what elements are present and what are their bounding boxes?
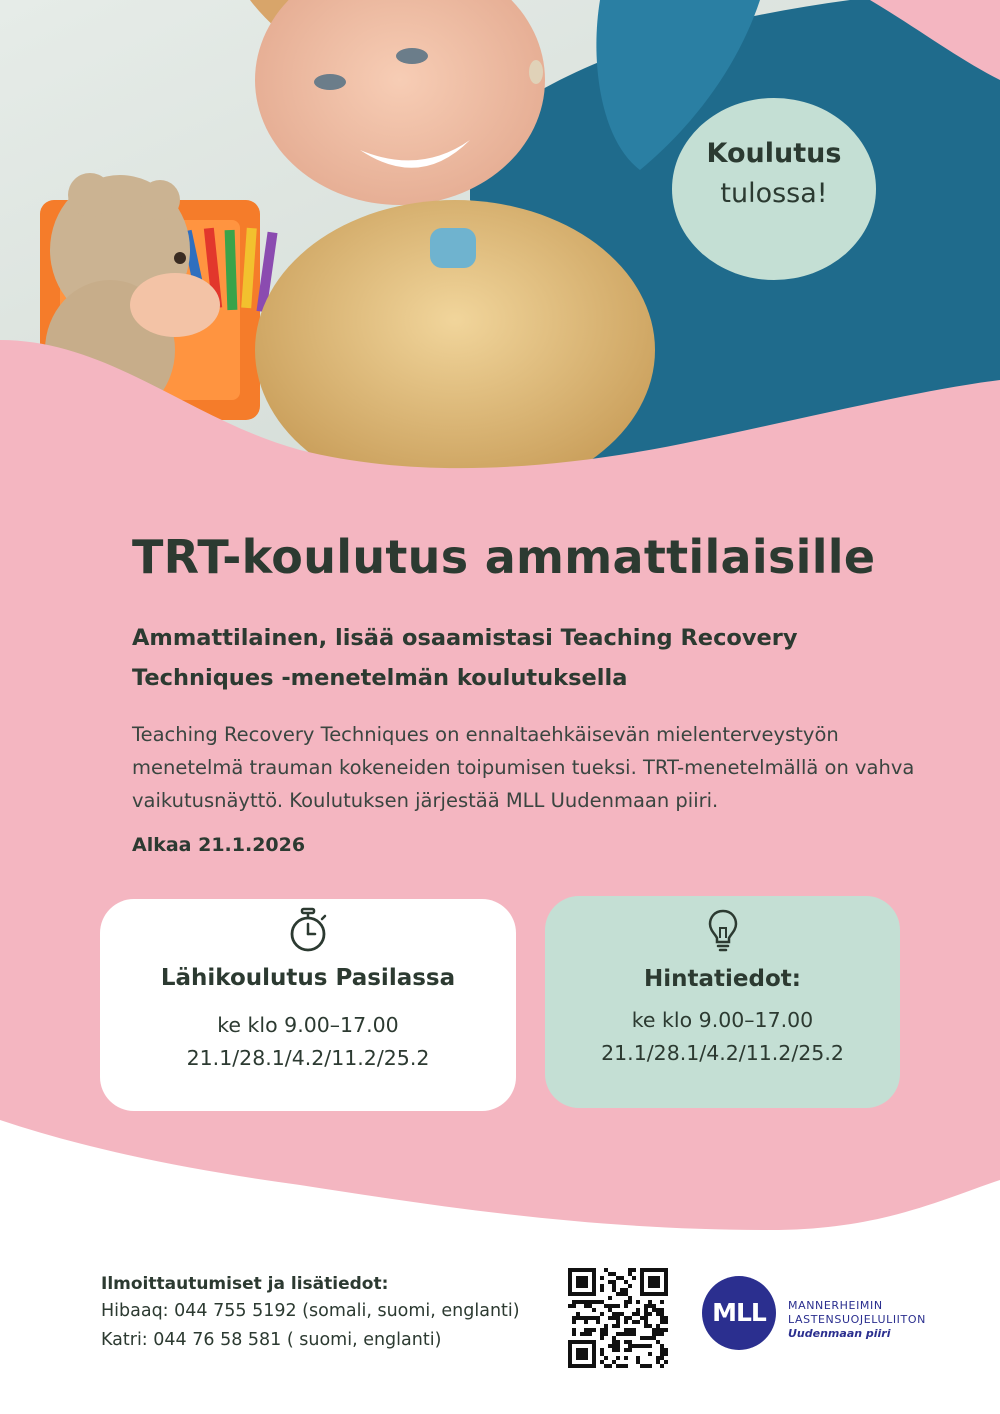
logo-line-3: Uudenmaan piiri (788, 1327, 891, 1340)
description: Teaching Recovery Techniques on ennaltaehkäisevän mielenterveystyön menetelmä trauman kokeneiden toipumisen tueksi. TRT-menetelmällä on vahva vaikutusnäyttö. Koulutuksen järjestää MLL Uudenmaan piiri. (132, 723, 915, 812)
card-location-dates: 21.1/28.1/4.2/11.2/25.2 (186, 1046, 430, 1070)
card-price-time: ke klo 9.00–17.00 (631, 1008, 814, 1032)
badge-line-2: tulossa! (720, 178, 828, 209)
card-location-time: ke klo 9.00–17.00 (217, 1013, 399, 1037)
card-price (545, 896, 900, 1108)
card-price-dates: 21.1/28.1/4.2/11.2/25.2 (601, 1041, 844, 1065)
logo-line-1: MANNERHEIMIN (788, 1299, 883, 1312)
start-date: Alkaa 21.1.2026 (132, 834, 306, 856)
contact-hibaaq[interactable]: Hibaaq: 044 755 5192 (somali, suomi, englanti) (101, 1301, 520, 1321)
lightbulb-icon (707, 908, 739, 956)
mll-logo (702, 1274, 942, 1354)
qr-code[interactable] (568, 1268, 668, 1368)
logo-line-2: LASTENSUOJELULIITON (788, 1313, 926, 1326)
card-location-title: Lähikoulutus Pasilassa (160, 965, 456, 991)
card-price-title: Hintatiedot: (644, 966, 801, 992)
badge-line-1: Koulutus (706, 138, 842, 169)
card-location (100, 899, 516, 1111)
contact-heading: Ilmoittautumiset ja lisätiedot: (101, 1274, 389, 1294)
logo-mark: MLL (712, 1298, 766, 1327)
contact-katri[interactable]: Katri: 044 76 58 581 ( suomi, englanti) (101, 1330, 442, 1350)
subtitle: Ammattilainen, lisää osaamistasi Teaching Recovery Techniques -menetelmän koulutuksella (132, 625, 798, 691)
coming-soon-badge (672, 98, 876, 280)
page-title: TRT-koulutus ammattilaisille (132, 530, 876, 584)
stopwatch-icon (286, 907, 330, 957)
